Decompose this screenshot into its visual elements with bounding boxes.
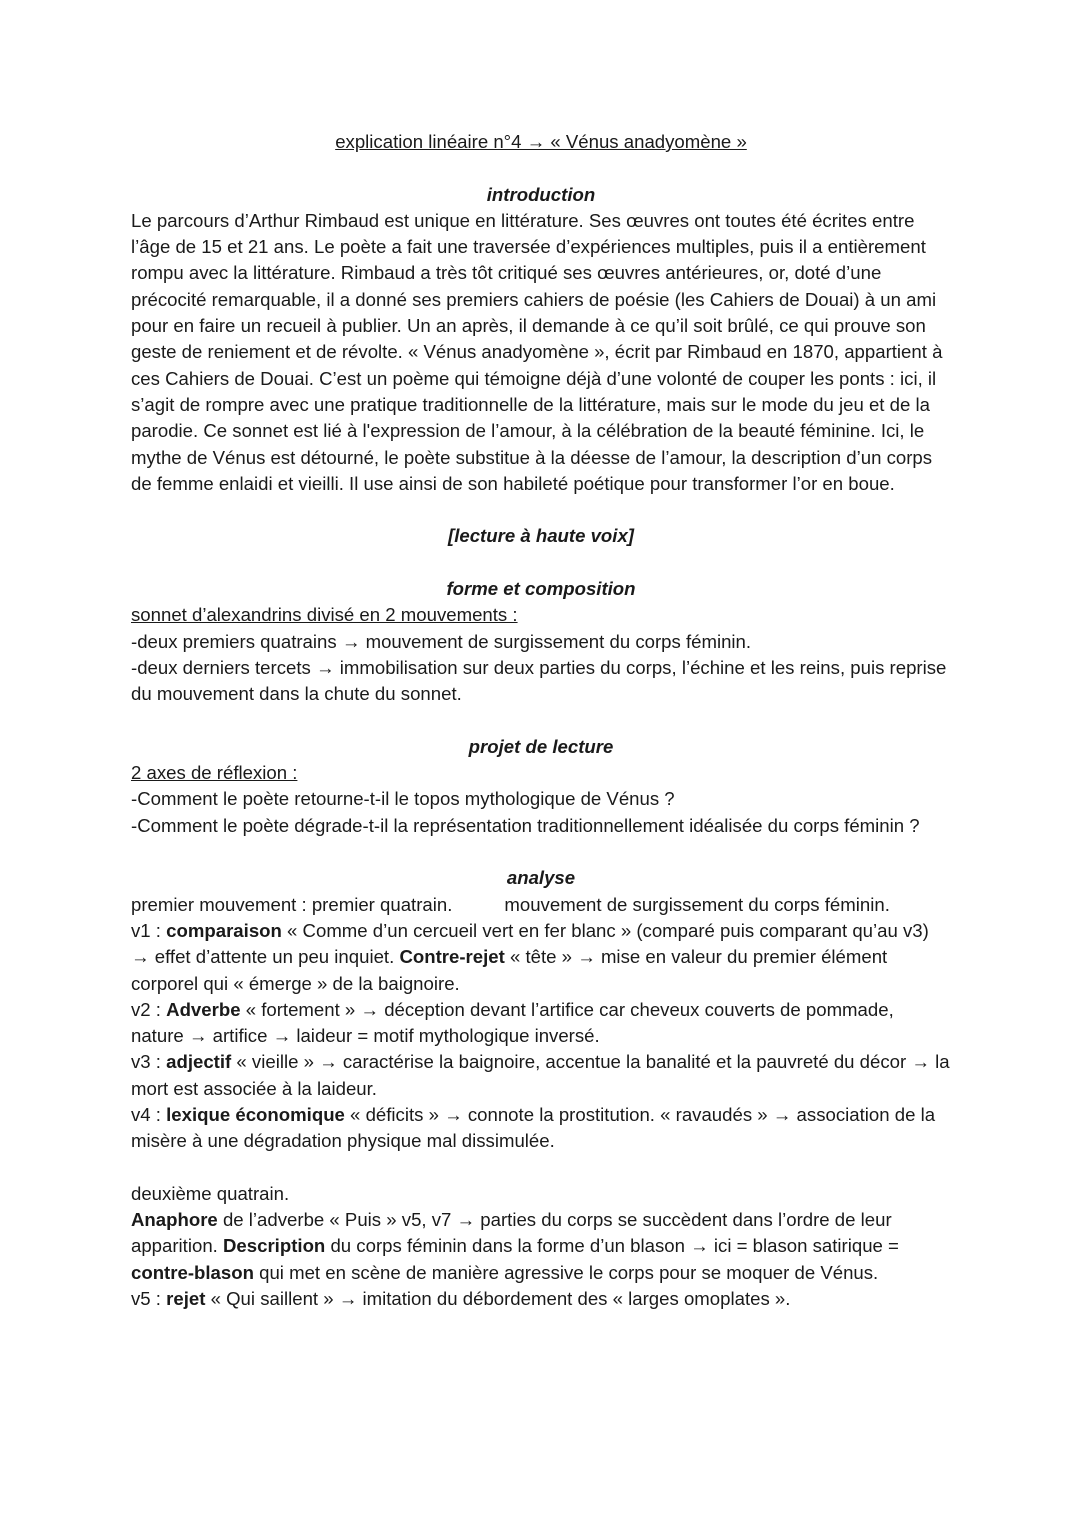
analyse-v4: v4 : lexique économique « déficits » → connote la prostitution. « ravaudés » → association de la misère à une dégradation physique mal dissimulée. xyxy=(131,1103,936,1152)
mouvement-1-line xyxy=(131,892,951,918)
projet-line-1: -Comment le poète retourne-t-il le topos mythologique de Vénus ? xyxy=(131,788,675,810)
analyse-v2: v2 : Adverbe « fortement » → déception devant l’artifice car cheveux couverts de pommade, nature → artifice → laideur = motif mythologique inversé. xyxy=(131,998,894,1047)
analyse-heading: analyse xyxy=(506,867,576,889)
mouvement-1-label: premier mouvement : premier quatrain. xyxy=(131,893,453,915)
introduction-paragraph: Le parcours d’Arthur Rimbaud est unique en littérature. Ses œuvres ont toutes été écrites entre l’âge de 15 et 21 ans. Le poète a fait une traversée d’expériences multiples, puis il a entièrement rompu avec la littérature. Rimbaud a très tôt critiqué ses œuvres antérieures, or, doté d’une précocité remarquable, il a donné ses premiers cahiers de poésie (les Cahiers de Douai) à un ami pour en faire un recueil à publier. Un an après, il demande à ce qu’il soit brûlé, ce qui prouve son geste de reniement et de révolte. « Vénus anadyomène », écrit par Rimbaud en 1870, appartient à ces Cahiers de Douai. C’est un poème qui témoigne déjà d’une volonté de couper les ponts : ici, il s’agit de rompre avec une pratique traditionnelle de la littérature, mais sur le mode du jeu et de la parodie. Ce sonnet est lié à l'expression de l’amour, à la célébration de la beauté féminine. Ici, le mythe de Vénus est détourné, le poète substitue à la déesse de l’amour, la description d’un corps de femme enlaidi et vieilli. Il use ainsi de son habileté poétique pour transformer l’or en boue. xyxy=(131,209,943,494)
projet-heading: projet de lecture xyxy=(468,735,614,757)
spacer xyxy=(131,497,951,523)
forme-subtitle: sonnet d’alexandrins divisé en 2 mouvements : xyxy=(131,604,518,626)
forme-heading: forme et composition xyxy=(446,578,636,600)
document-title: explication linéaire n°4 → « Vénus anadyomène » xyxy=(335,131,747,152)
quatrain-2-paragraph: Anaphore de l’adverbe « Puis » v5, v7 → parties du corps se succèdent dans l’ordre de leur apparition. Description du corps féminin dans la forme d’un blason → ici = blason satirique = contre-blason qui met en scène de manière agressive le corps pour se moquer de Vénus. xyxy=(131,1209,899,1283)
forme-line-2: -deux derniers tercets → immobilisation sur deux parties du corps, l’échine et les reins, puis reprise du mouvement dans la chute du sonnet. xyxy=(131,656,947,705)
spacer xyxy=(131,1155,951,1181)
quatrain-2-label: deuxième quatrain. xyxy=(131,1182,290,1204)
projet-line-2: -Comment le poète dégrade-t-il la représentation traditionnellement idéalisée du corps féminin ? xyxy=(131,814,920,836)
spacer xyxy=(131,839,951,865)
forme-line-1: -deux premiers quatrains → mouvement de surgissement du corps féminin. xyxy=(131,630,752,652)
projet-subtitle: 2 axes de réflexion : xyxy=(131,762,298,784)
mouvement-1-desc: mouvement de surgissement du corps féminin. xyxy=(504,893,890,915)
analyse-v1: v1 : comparaison « Comme d’un cercueil vert en fer blanc » (comparé puis comparant qu’au v3) → effet d’attente un peu inquiet. Contre-rejet « tête » → mise en valeur du premier élément corporel qui « émerge » de la baignoire. xyxy=(131,919,929,994)
introduction-heading: introduction xyxy=(486,183,596,205)
spacer xyxy=(131,708,951,734)
spacer xyxy=(131,550,951,576)
analyse-v5: v5 : rejet « Qui saillent » → imitation du débordement des « larges omoplates ». xyxy=(131,1288,791,1310)
lecture-heading: [lecture à haute voix] xyxy=(448,525,634,547)
document-content xyxy=(131,129,951,1312)
analyse-v3: v3 : adjectif « vieille » → caractérise la baignoire, accentue la banalité et la pauvreté du décor → la mort est associée à la laideur. xyxy=(131,1051,950,1099)
spacer xyxy=(131,155,951,181)
